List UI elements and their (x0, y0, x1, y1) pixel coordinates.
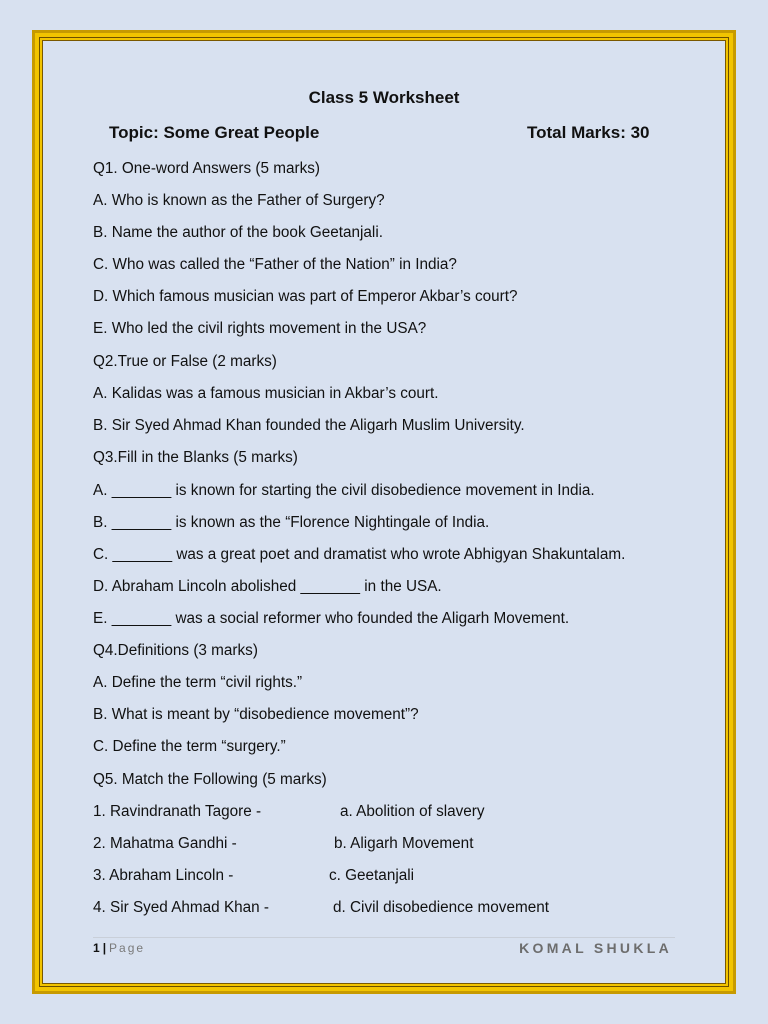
footer-divider (93, 937, 675, 938)
q3-heading: Q3.Fill in the Blanks (5 marks) (93, 449, 298, 466)
q5-left-4: 4. Sir Syed Ahmad Khan - (93, 899, 270, 916)
q1-item-a: A. Who is known as the Father of Surgery? (93, 192, 385, 209)
q3-item-c: C. _______ was a great poet and dramatist who wrote Abhigyan Shakuntalam. (93, 546, 626, 563)
worksheet-title: Class 5 Worksheet (308, 88, 460, 107)
q1-item-d: D. Which famous musician was part of Emperor Akbar’s court? (93, 288, 518, 305)
q4-item-a: A. Define the term “civil rights.” (93, 674, 303, 691)
worksheet-topic: Topic: Some Great People (109, 123, 320, 142)
page-separator: | (102, 941, 107, 955)
q4-item-c: C. Define the term “surgery.” (93, 738, 286, 755)
q5-left-3: 3. Abraham Lincoln - (93, 867, 234, 884)
page-number: 1 (93, 941, 100, 955)
footer-author: KOMAL SHUKLA (519, 940, 672, 956)
q5-right-c: c. Geetanjali (329, 867, 415, 884)
q5-left-1: 1. Ravindranath Tagore - (93, 803, 262, 820)
q2-heading: Q2.True or False (2 marks) (93, 353, 277, 370)
footer-page-number (93, 941, 145, 955)
q3-item-d: D. Abraham Lincoln abolished _______ in the USA. (93, 578, 442, 595)
q1-item-e: E. Who led the civil rights movement in the USA? (93, 320, 427, 337)
q2-item-a: A. Kalidas was a famous musician in Akbar’s court. (93, 385, 439, 402)
page-label: Page (109, 941, 146, 955)
q1-heading: Q1. One-word Answers (5 marks) (93, 160, 320, 177)
q1-item-c: C. Who was called the “Father of the Nation” in India? (93, 256, 457, 273)
q3-item-b: B. _______ is known as the “Florence Nightingale of India. (93, 514, 490, 531)
q5-right-b: b. Aligarh Movement (334, 835, 474, 852)
q4-heading: Q4.Definitions (3 marks) (93, 642, 258, 659)
q3-item-e: E. _______ was a social reformer who founded the Aligarh Movement. (93, 610, 570, 627)
q2-item-b: B. Sir Syed Ahmad Khan founded the Aligarh Muslim University. (93, 417, 525, 434)
q5-right-d: d. Civil disobedience movement (333, 899, 549, 916)
q5-right-a: a. Abolition of slavery (340, 803, 485, 820)
q3-item-a: A. _______ is known for starting the civil disobedience movement in India. (93, 482, 595, 499)
worksheet-total-marks: Total Marks: 30 (527, 123, 650, 142)
q4-item-b: B. What is meant by “disobedience movement”? (93, 706, 419, 723)
q5-heading: Q5. Match the Following (5 marks) (93, 771, 327, 788)
q5-left-2: 2. Mahatma Gandhi - (93, 835, 237, 852)
q1-item-b: B. Name the author of the book Geetanjali. (93, 224, 383, 241)
